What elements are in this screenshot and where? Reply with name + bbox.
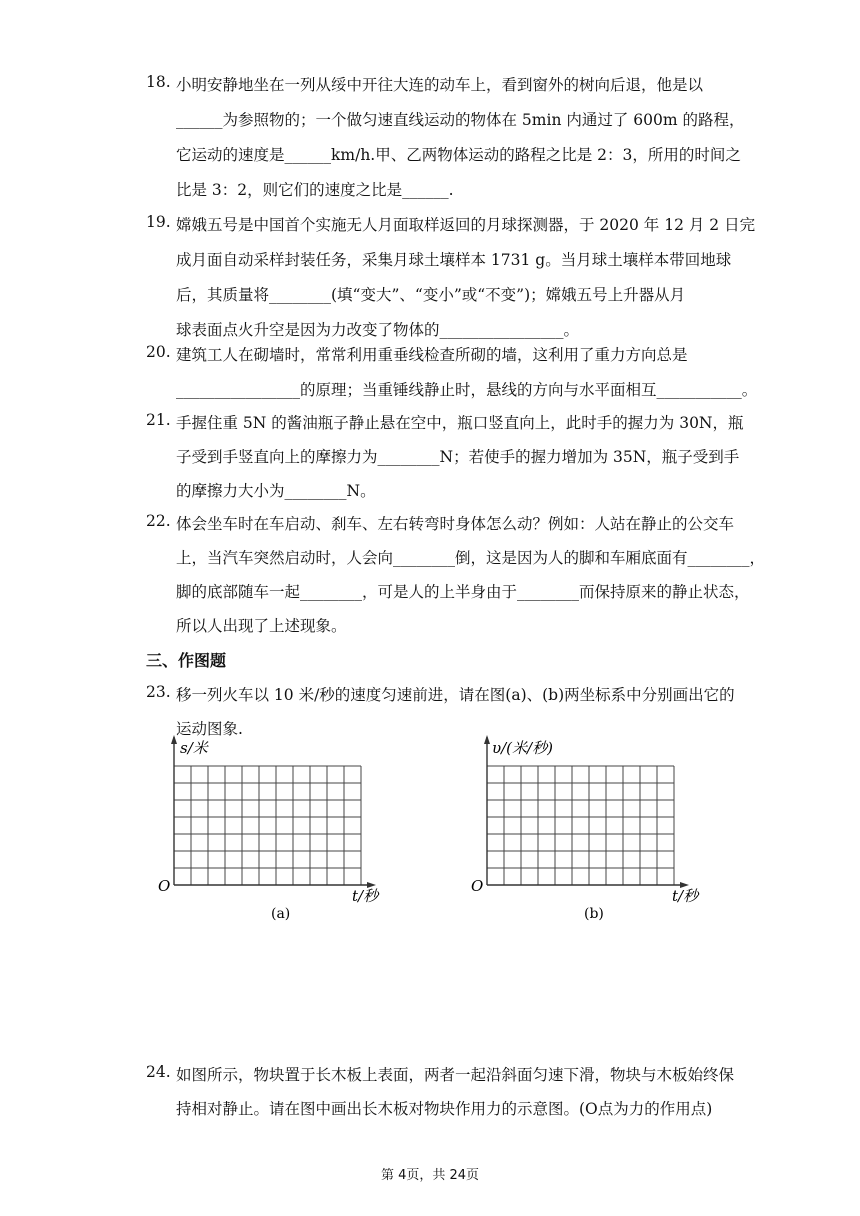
question-line: 建筑工人在砌墙时，常常利用重垂线检查所砌的墙，这利用了重力方向总是 <box>176 346 688 364</box>
page-footer: 第 4页，共 24页 <box>380 1168 480 1183</box>
question-line: 球表面点火升空是因为力改变了物体的________________。 <box>176 321 580 339</box>
question-number: 22. <box>146 512 171 530</box>
question-number: 20. <box>146 343 171 361</box>
graph-a-xlabel: t/秒 <box>352 887 379 905</box>
question-line: ________________的原理；当重锤线静止时，悬线的方向与水平面相互___________。 <box>176 381 758 399</box>
graph-b-ylabel: υ/(米/秒) <box>492 739 553 757</box>
question-line: 体会坐车时在车启动、刹车、左右转弯时身体怎么动？例如：人站在静止的公交车 <box>176 515 735 533</box>
question-line: 移一列火车以 10 米/秒的速度匀速前进，请在图(a)、(b)两坐标系中分别画出它的 <box>176 686 735 704</box>
graph-b-grid <box>487 766 674 885</box>
question-line: 的摩擦力大小为________N。 <box>176 482 376 500</box>
graph-b-y-arrow <box>484 735 490 744</box>
graph-a-y-arrow <box>171 735 177 744</box>
question-number: 23. <box>146 683 171 701</box>
question-line: 持相对静止。请在图中画出长木板对物块作用力的示意图。(O点为力的作用点) <box>176 1100 713 1118</box>
question-line: ______为参照物的；一个做匀速直线运动的物体在 5min 内通过了 600m 的路程， <box>176 111 745 129</box>
question-line: 它运动的速度是______km/h.甲、乙两物体运动的路程之比是 2：3，所用的时间之 <box>176 146 741 164</box>
question-line: 脚的底部随车一起________，可是人的上半身由于________而保持原来的静止状态， <box>176 583 750 601</box>
graph-b-origin: O <box>471 877 484 895</box>
question-number: 19. <box>146 213 171 231</box>
question-number: 18. <box>146 73 171 91</box>
graph-a-grid <box>174 766 361 885</box>
graph-b-xlabel: t/秒 <box>672 887 699 905</box>
question-number: 21. <box>146 411 171 429</box>
question-number: 24. <box>146 1063 171 1081</box>
section-title: 三、作图题 <box>146 651 227 670</box>
question-line: 子受到手竖直向上的摩擦力为________N；若使手的握力增加为 35N，瓶子受到手 <box>176 448 740 466</box>
graphs-figure <box>0 735 860 945</box>
graph-b-caption: (b) <box>584 906 604 922</box>
question-line: 上，当汽车突然启动时，人会向________倒，这是因为人的脚和车厢底面有________， <box>176 549 766 567</box>
question-line: 后，其质量将________(填“变大”、“变小”或“不变”)；嫦娥五号上升器从月 <box>176 286 686 304</box>
question-line: 比是 3：2，则它们的速度之比是______. <box>176 181 454 199</box>
question-line: 如图所示，物块置于长木板上表面，两者一起沿斜面匀速下滑，物块与木板始终保 <box>176 1066 735 1084</box>
graph-a-origin: O <box>158 877 171 895</box>
question-line: 运动图象. <box>176 720 243 738</box>
question-line: 所以人出现了上述现象。 <box>176 617 347 635</box>
question-line: 手握住重 5N 的酱油瓶子静止悬在空中，瓶口竖直向上，此时手的握力为 30N，瓶 <box>176 414 744 432</box>
question-line: 嫦娥五号是中国首个实施无人月面取样返回的月球探测器，于 2020 年 12 月 2 日完 <box>176 216 756 234</box>
graph-a-ylabel: s/米 <box>180 739 208 757</box>
graph-a-caption: (a) <box>271 906 291 922</box>
question-line: 小明安静地坐在一列从绥中开往大连的动车上，看到窗外的树向后退，他是以 <box>176 76 704 94</box>
question-line: 成月面自动采样封装任务，采集月球土壤样本 1731 g。当月球土壤样本带回地球 <box>176 251 732 269</box>
